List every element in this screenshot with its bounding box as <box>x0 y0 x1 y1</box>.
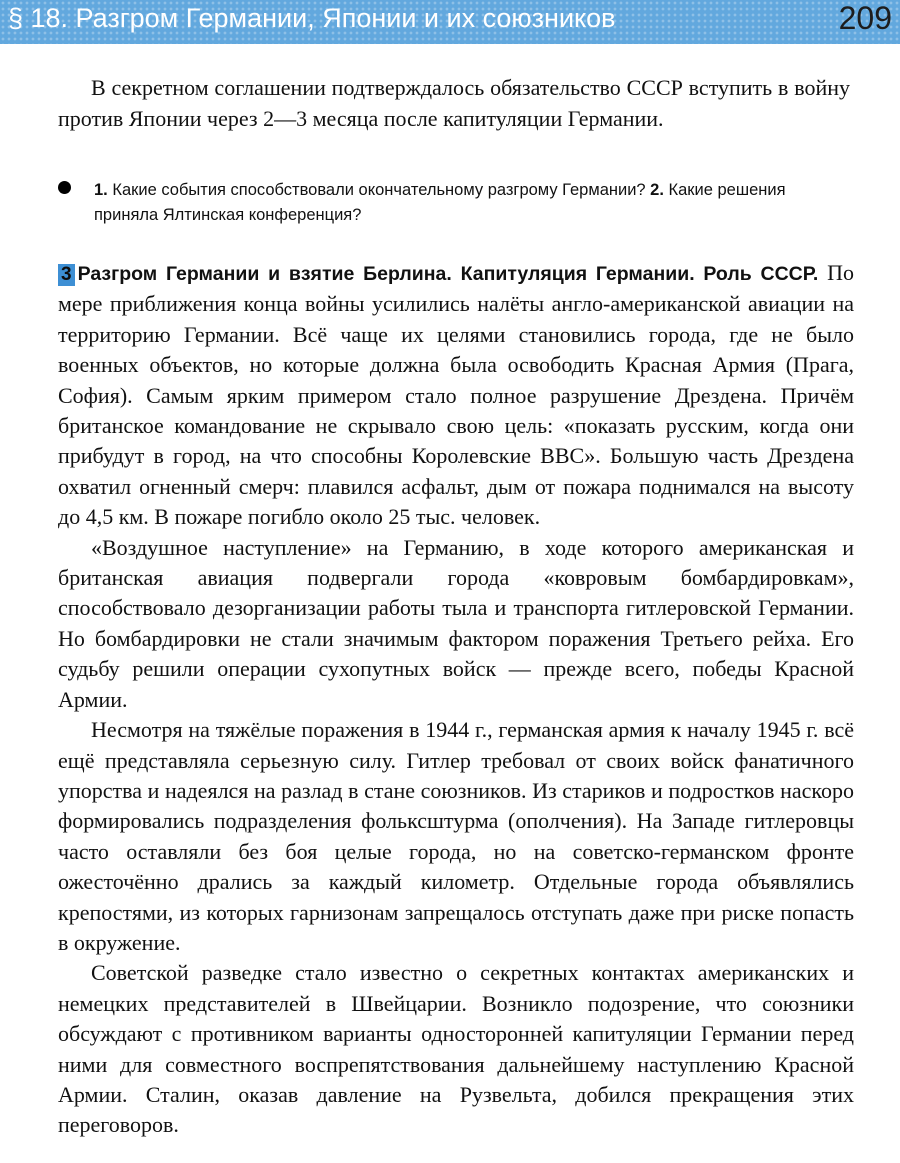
question-1-number: 1. <box>94 181 108 199</box>
question-2-text: Какие решения приняла Ялтинская конференция? <box>94 181 786 224</box>
section-paragraph-1 <box>58 258 854 533</box>
review-questions <box>58 178 850 228</box>
page-number: 209 <box>838 0 892 36</box>
page-header <box>0 0 900 44</box>
chapter-title: § 18. Разгром Германии, Японии и их союзников <box>8 3 616 33</box>
question-1-text: Какие события способствовали окончательному разгрому Германии? <box>107 181 651 199</box>
section-paragraph-4: Советской разведке стало известно о секретных контактах американских и немецких представителей в Швейцарии. Возникло подозрение, что союзники обсуждают с противником варианты односторонней капитуляции Германии перед ними для совместного воспрепятствования дальнейшему наступлению Красной Армии. Сталин, оказав давление на Рузвельта, добился прекращения этих переговоров. <box>58 960 854 1138</box>
questions-text <box>94 178 850 228</box>
intro-paragraph: В секретном соглашении подтверждалось обязательство СССР вступить в войну против Японии через 2—3 месяца после капитуляции Германии. <box>58 75 850 131</box>
section-number-badge: 3 <box>58 264 75 286</box>
question-2-number: 2. <box>650 181 664 199</box>
section-3 <box>58 258 854 1141</box>
section-paragraph-3: Несмотря на тяжёлые поражения в 1944 г., германская армия к началу 1945 г. всё ещё представляла серьезную силу. Гитлер требовал от своих войск фанатичного упорства и надеялся на разлад в стане союзников. Из стариков и подростков наскоро формировались подразделения фольксштурма (ополчения). На Западе гитлеровцы часто оставляли без боя целые города, но на советско-германском фронте ожесточённо дрались за каждый километр. Отдельные города объявлялись крепостями, из которых гарнизонам запрещалось отступать даже при риске попасть в окружение. <box>58 717 854 955</box>
bullet-icon <box>58 181 71 194</box>
section-paragraph-2: «Воздушное наступление» на Германию, в ходе которого американская и британская авиация подвергали города «ковровым бомбардировкам», способствовало дезорганизации работы тыла и транспорта гитлеровской Германии. Но бомбардировки не стали значимым фактором поражения Третьего рейха. Его судьбу решили операции сухопутных войск — прежде всего, победы Красной Армии. <box>58 534 854 712</box>
paragraph-text: По мере приближения конца войны усилились налёты англо-американской авиации на территорию Германии. Всё чаще их целями становились города, где не было военных объектов, но которые должна была освободить Красная Армия (Прага, София). Самым ярким примером стало полное разрушение Дрездена. Причём британское командование не скрывало свою цель: «показать русским, когда они прибудут в город, на что способны Королевские ВВС». Большую часть Дрездена охватил огненный смерч: плавился асфальт, дым от пожара поднимался на высоту до 4,5 км. В пожаре погибло около 25 тыс. человек. <box>58 260 855 530</box>
section-heading: Разгром Германии и взятие Берлина. Капитуляция Германии. Роль СССР. <box>77 263 819 285</box>
